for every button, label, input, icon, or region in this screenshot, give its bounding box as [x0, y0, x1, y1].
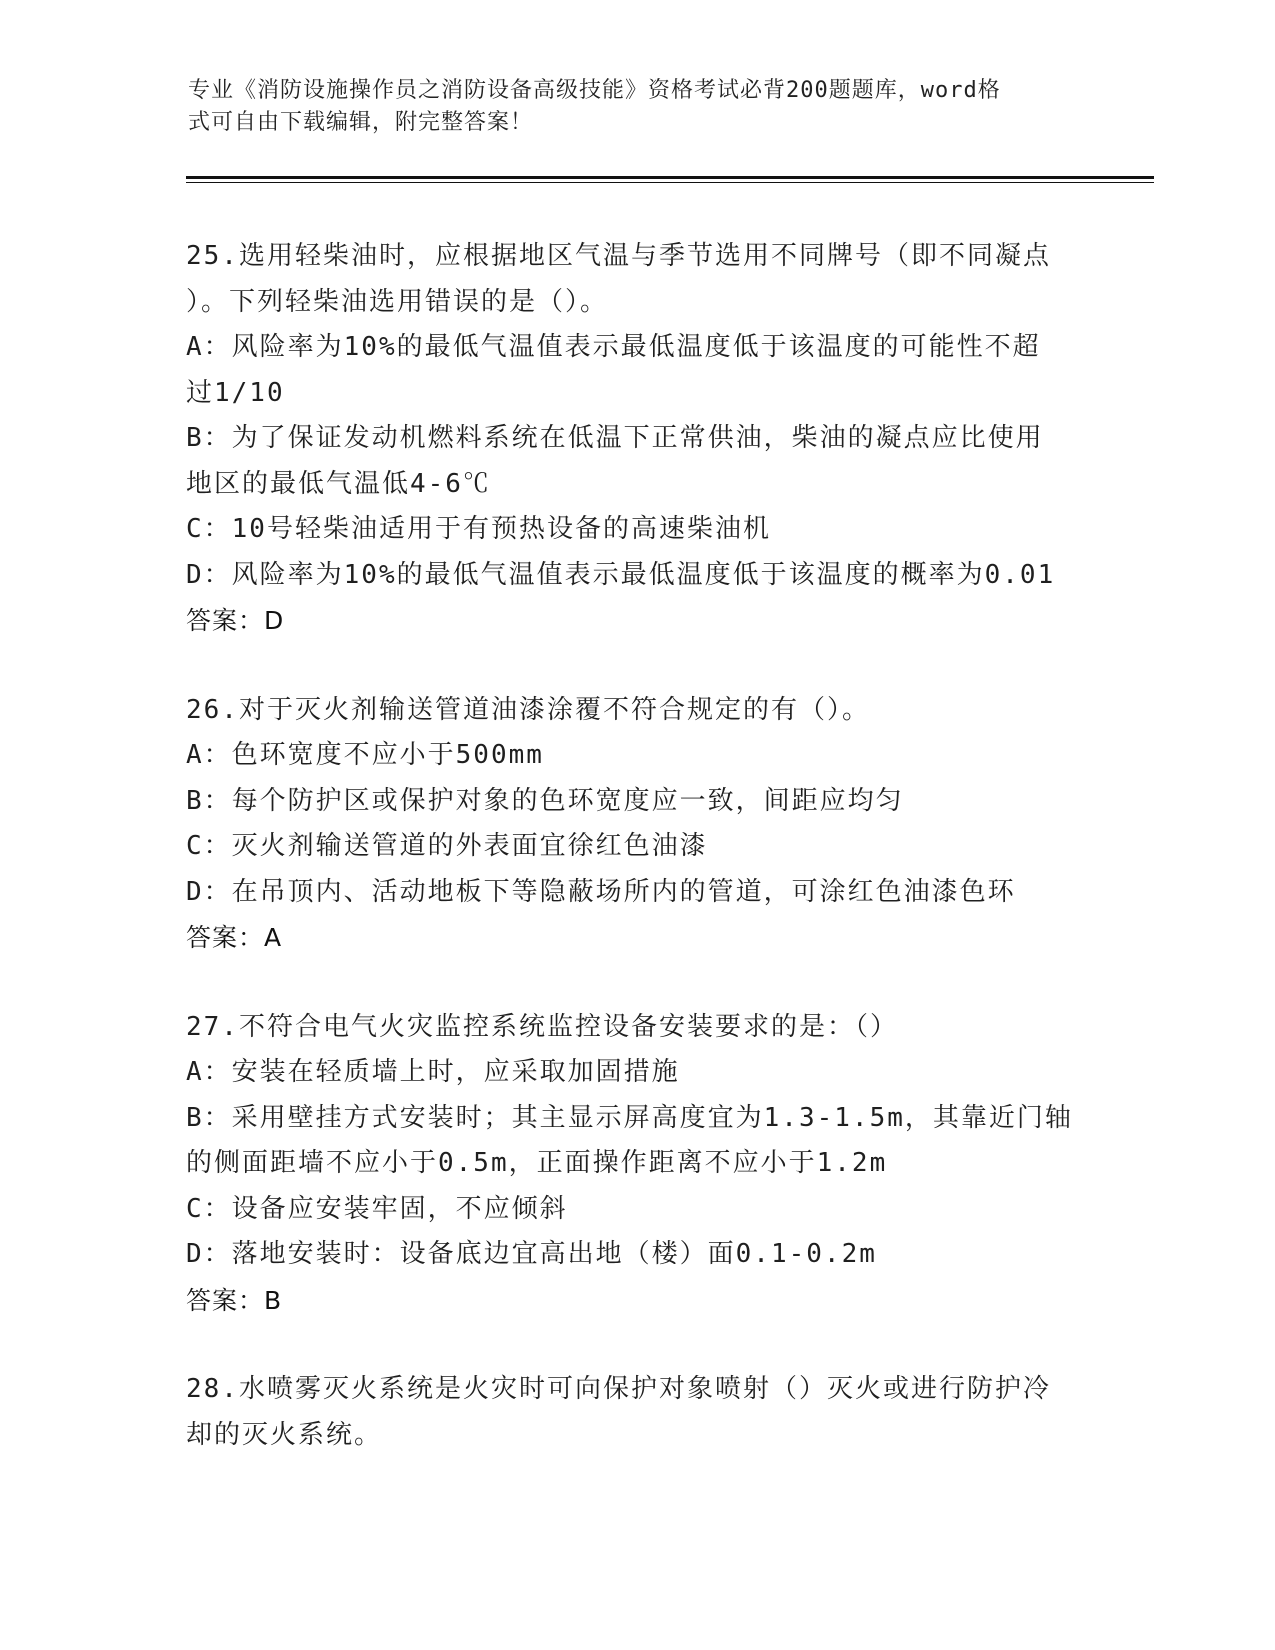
option-d: D：风险率为10%的最低气温值表示最低温度低于该温度的概率为0.01 — [186, 559, 1056, 590]
answer-label: 答案：A — [186, 923, 283, 952]
option-c: C：灭火剂输送管道的外表面宜徐红色油漆 — [186, 831, 708, 861]
answer-label: 答案：D — [186, 606, 285, 635]
option-a: A：色环宽度不应小于500mm — [186, 740, 544, 770]
option-a: A：风险率为10%的最低气温值表示最低温度低于该温度的可能性不超 — [186, 332, 1041, 362]
header-divider-thick — [186, 176, 1154, 179]
option-b: B：每个防护区或保护对象的色环宽度应一致，间距应均匀 — [186, 785, 904, 816]
question-list — [186, 234, 1086, 1502]
option-b: 地区的最低气温低4-6℃ — [186, 468, 491, 499]
option-c: C：设备应安装牢固，不应倾斜 — [186, 1193, 568, 1224]
question-stem: 25.选用轻柴油时，应根据地区气温与季节选用不同牌号（即不同凝点 — [186, 241, 1051, 271]
question-stem: ）。下列轻柴油选用错误的是（）。 — [186, 286, 609, 317]
document-header — [188, 75, 1068, 139]
question-stem: 28.水喷雾灭火系统是火灾时可向保护对象喷射（）灭火或进行防护冷 — [186, 1374, 1051, 1404]
question-stem: 27.不符合电气火灾监控系统监控设备安装要求的是：（） — [186, 1011, 898, 1042]
option-a: 过1/10 — [186, 377, 285, 408]
question-item — [186, 1005, 1086, 1324]
question-stem: 却的灭火系统。 — [186, 1419, 383, 1450]
question-item — [186, 688, 1086, 961]
option-b: B：为了保证发动机燃料系统在低温下正常供油，柴油的凝点应比使用 — [186, 423, 1044, 453]
option-b: B：采用壁挂方式安装时；其主显示屏高度宜为1.3-1.5m，其靠近门轴 — [186, 1102, 1073, 1133]
answer-label: 答案：B — [186, 1285, 283, 1315]
question-item — [186, 1367, 1086, 1458]
option-d: D：在吊顶内、活动地板下等隐蔽场所内的管道，可涂红色油漆色环 — [186, 876, 1016, 907]
question-stem: 26.对于灭火剂输送管道油漆涂覆不符合规定的有（）。 — [186, 694, 870, 725]
option-d: D：落地安装时：设备底边宜高出地（楼）面0.1-0.2m — [186, 1239, 877, 1269]
option-a: A：安装在轻质墙上时，应采取加固措施 — [186, 1057, 680, 1087]
header-line: 专业《消防设施操作员之消防设备高级技能》资格考试必背200题题库，word格 — [188, 78, 1001, 103]
header-line: 式可自由下载编辑，附完整答案！ — [188, 110, 534, 135]
option-c: C：10号轻柴油适用于有预热设备的高速柴油机 — [186, 514, 771, 544]
header-divider-thin — [186, 182, 1154, 183]
question-item — [186, 234, 1086, 644]
option-b: 的侧面距墙不应小于0.5m，正面操作距离不应小于1.2m — [186, 1148, 888, 1178]
